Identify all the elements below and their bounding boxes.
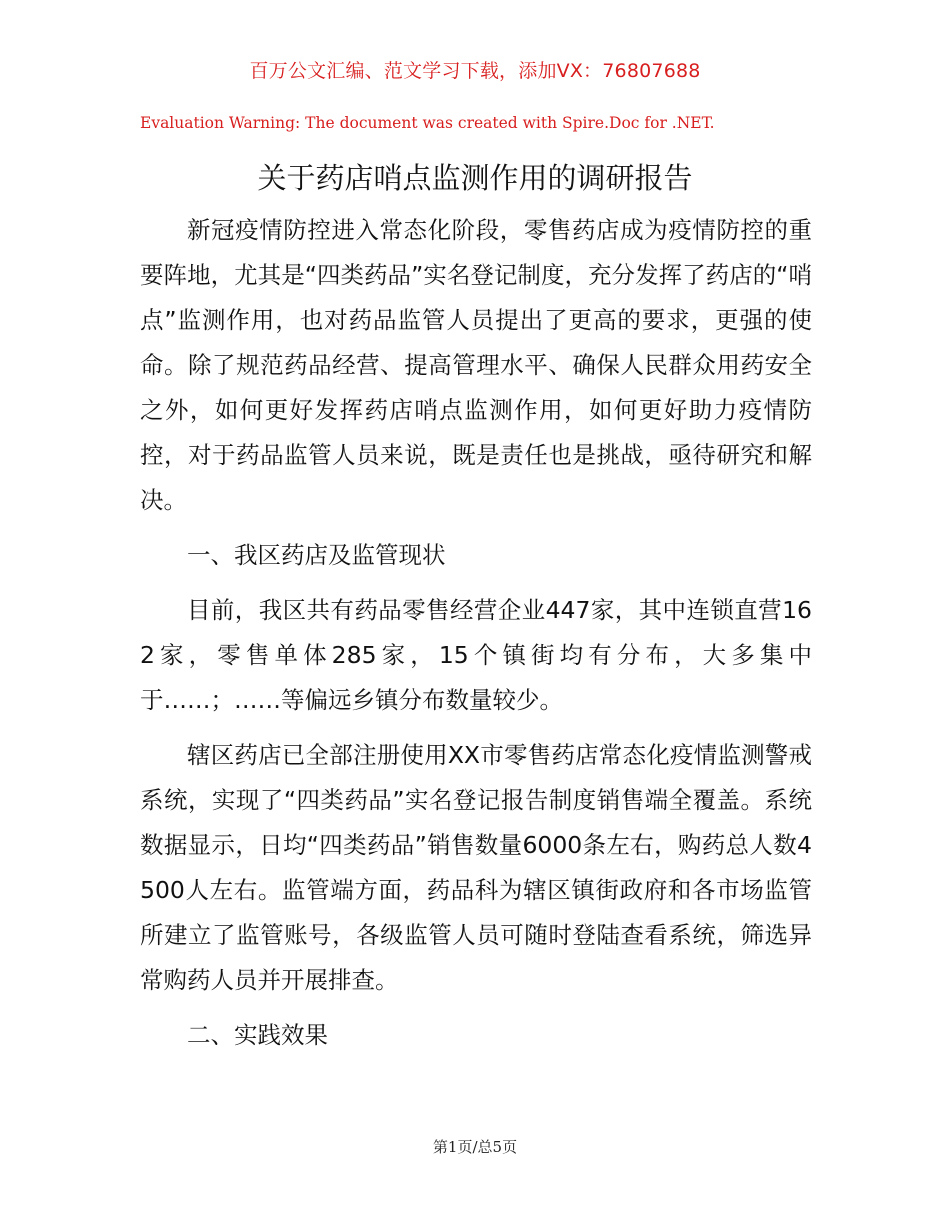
paragraph-system: 辖区药店已全部注册使用XX市零售药店常态化疫情监测警戒系统，实现了“四类药品”实名登记报告制度销售端全覆盖。系统数据显示，日均“四类药品”销售数量6000条左右，购药总人数4500人左右。监管端方面，药品科为辖区镇街政府和各市场监管所建立了监管账号，各级监管人员可随时登陆查看系统，筛选异常购药人员并开展排查。 [140,741,812,994]
promo-header: 百万公文汇编、范文学习下载，添加VX：76807688 [249,60,701,82]
evaluation-warning: Evaluation Warning: The document was created with Spire.Doc for .NET. [140,114,715,132]
document-body [140,208,812,1068]
section-heading-1: 一、我区药店及监管现状 [187,541,446,569]
paragraph-intro: 新冠疫情防控进入常态化阶段，零售药店成为疫情防控的重要阵地，尤其是“四类药品”实名登记制度，充分发挥了药店的“哨点”监测作用，也对药品监管人员提出了更高的要求，更强的使命。除了规范药品经营、提高管理水平、确保人民群众用药安全之外，如何更好发挥药店哨点监测作用，如何更好助力疫情防控，对于药品监管人员来说，既是责任也是挑战，亟待研究和解决。 [140,216,812,514]
paragraph-status: 目前，我区共有药品零售经营企业447家，其中连锁直营162家，零售单体285家，15个镇街均有分布，大多集中于……；……等偏远乡镇分布数量较少。 [140,596,812,714]
document-title: 关于药店哨点监测作用的调研报告 [257,161,693,195]
page-indicator: 第1页/总5页 [432,1138,518,1156]
section-heading-2: 二、实践效果 [187,1021,328,1049]
